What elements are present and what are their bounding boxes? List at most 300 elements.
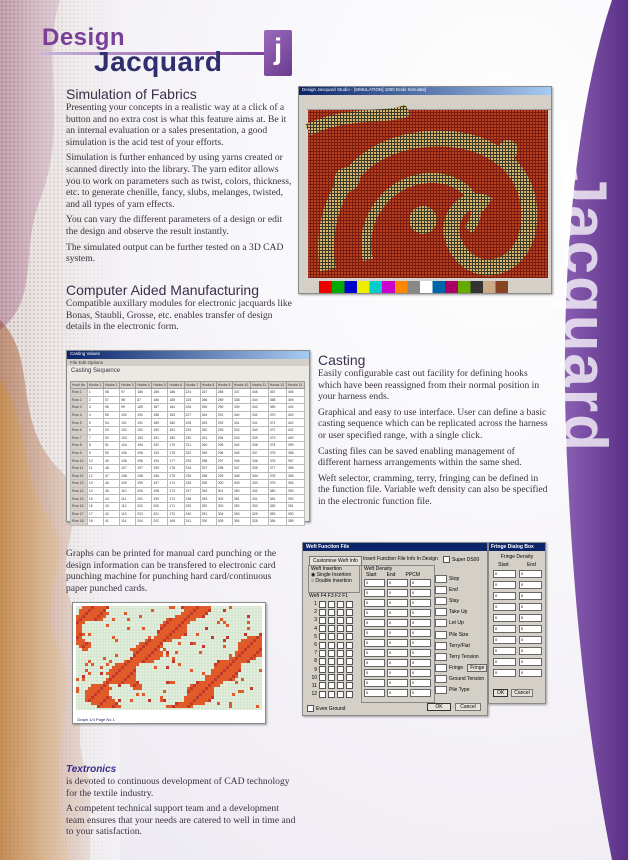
density-input[interactable]: 0 (364, 589, 385, 597)
weft-checkbox[interactable] (346, 666, 353, 673)
table-cell[interactable]: 289 (216, 396, 232, 404)
table-cell[interactable]: 193 (152, 449, 168, 457)
table-cell[interactable]: 329 (250, 510, 268, 518)
table-cell[interactable]: 199 (136, 480, 152, 488)
density-input[interactable]: 0 (387, 609, 408, 617)
table-cell[interactable]: 262 (200, 426, 216, 434)
density-input[interactable]: 0 (364, 669, 385, 677)
table-cell[interactable]: 254 (200, 487, 216, 495)
table-cell[interactable]: 13 (87, 480, 103, 488)
table-cell[interactable]: 12 (87, 472, 103, 480)
table-cell[interactable]: 332 (250, 487, 268, 495)
density-input[interactable]: 0 (387, 649, 408, 657)
table-cell[interactable]: 195 (152, 464, 168, 472)
table-cell[interactable]: 16 (87, 502, 103, 510)
weft-checkbox[interactable] (328, 674, 335, 681)
table-cell[interactable]: 226 (184, 404, 200, 412)
table-cell[interactable]: 224 (184, 389, 200, 397)
table-cell[interactable]: 169 (168, 518, 184, 526)
weft-checkbox[interactable] (346, 642, 353, 649)
density-input[interactable]: 0 (410, 619, 431, 627)
table-cell[interactable]: 201 (152, 510, 168, 518)
table-cell[interactable]: 341 (232, 419, 250, 427)
table-cell[interactable]: 342 (232, 426, 250, 434)
density-input[interactable]: 0 (364, 619, 385, 627)
table-cell[interactable]: 337 (232, 389, 250, 397)
table-cell[interactable]: 192 (136, 426, 152, 434)
table-cell[interactable]: 44 (104, 495, 120, 503)
table-cell[interactable]: 336 (250, 457, 268, 465)
fringe-input[interactable]: 0 (519, 625, 542, 633)
table-cell[interactable]: 58 (104, 389, 120, 397)
table-cell[interactable]: 45 (104, 487, 120, 495)
table-cell[interactable]: 112 (120, 502, 136, 510)
density-input[interactable]: 0 (410, 639, 431, 647)
table-cell[interactable]: 229 (184, 426, 200, 434)
table-cell[interactable]: 3 (87, 404, 103, 412)
table-cell[interactable]: 183 (168, 411, 184, 419)
function-option-input[interactable] (435, 631, 447, 639)
table-cell[interactable]: 1 (87, 389, 103, 397)
table-cell[interactable]: 292 (216, 419, 232, 427)
ok-button[interactable]: OK (427, 703, 451, 711)
table-cell[interactable]: 105 (120, 449, 136, 457)
table-cell[interactable]: 42 (104, 510, 120, 518)
table-cell[interactable]: 368 (268, 396, 286, 404)
weft-checkbox[interactable] (337, 650, 344, 657)
table-cell[interactable]: 228 (184, 419, 200, 427)
weft-checkbox[interactable] (328, 633, 335, 640)
table-cell[interactable]: 392 (286, 495, 304, 503)
table-cell[interactable]: 52 (104, 434, 120, 442)
table-cell[interactable]: 194 (152, 457, 168, 465)
weft-checkbox[interactable] (337, 658, 344, 665)
fringe-input[interactable]: 0 (519, 647, 542, 655)
weft-checkbox[interactable] (337, 642, 344, 649)
density-input[interactable]: 0 (364, 679, 385, 687)
fringe-button[interactable]: Fringe (467, 664, 487, 672)
table-cell[interactable]: 267 (200, 389, 216, 397)
weft-checkbox[interactable] (337, 601, 344, 608)
table-cell[interactable]: 197 (152, 480, 168, 488)
weft-checkbox[interactable] (337, 682, 344, 689)
table-cell[interactable]: 18 (87, 518, 103, 526)
double-insertion-radio[interactable]: ○ Double Insertion (311, 578, 352, 584)
table-cell[interactable]: 53 (104, 426, 120, 434)
fringe-input[interactable]: 0 (519, 658, 542, 666)
table-cell[interactable]: 109 (120, 480, 136, 488)
density-input[interactable]: 0 (387, 599, 408, 607)
table-cell[interactable]: 232 (184, 449, 200, 457)
table-cell[interactable]: 253 (200, 495, 216, 503)
weft-checkbox[interactable] (328, 691, 335, 698)
density-input[interactable]: 0 (410, 589, 431, 597)
fringe-input[interactable]: 0 (493, 603, 516, 611)
table-cell[interactable]: 374 (268, 442, 286, 450)
weft-checkbox[interactable] (328, 609, 335, 616)
table-cell[interactable]: 260 (200, 442, 216, 450)
table-cell[interactable]: 14 (87, 487, 103, 495)
table-cell[interactable]: 354 (232, 518, 250, 526)
weft-checkbox[interactable] (337, 633, 344, 640)
table-cell[interactable]: 4 (87, 411, 103, 419)
density-input[interactable]: 0 (410, 659, 431, 667)
table-cell[interactable]: 290 (216, 404, 232, 412)
density-input[interactable]: 0 (364, 659, 385, 667)
table-cell[interactable]: 256 (200, 472, 216, 480)
weft-checkbox[interactable] (346, 674, 353, 681)
table-cell[interactable]: 108 (120, 472, 136, 480)
table-cell[interactable]: 339 (250, 434, 268, 442)
table-cell[interactable]: 296 (216, 449, 232, 457)
fringe-input[interactable]: 0 (493, 669, 516, 677)
table-cell[interactable]: 376 (268, 457, 286, 465)
table-cell[interactable]: 196 (136, 457, 152, 465)
table-cell[interactable]: 339 (232, 404, 250, 412)
function-option-input[interactable] (435, 597, 447, 605)
table-cell[interactable]: 198 (152, 487, 168, 495)
table-cell[interactable]: 227 (184, 411, 200, 419)
table-cell[interactable]: 372 (268, 426, 286, 434)
table-cell[interactable]: 398 (286, 449, 304, 457)
weft-checkbox[interactable] (328, 617, 335, 624)
super-checkbox[interactable] (443, 556, 450, 563)
weft-checkbox[interactable] (346, 625, 353, 632)
table-cell[interactable]: 375 (268, 449, 286, 457)
table-cell[interactable]: 342 (250, 411, 268, 419)
table-cell[interactable]: 191 (152, 434, 168, 442)
weft-checkbox[interactable] (319, 691, 326, 698)
table-cell[interactable]: 345 (232, 449, 250, 457)
weft-checkbox[interactable] (319, 617, 326, 624)
table-cell[interactable]: 265 (200, 404, 216, 412)
table-cell[interactable]: 371 (268, 419, 286, 427)
table-cell[interactable]: 107 (120, 464, 136, 472)
table-cell[interactable]: 113 (120, 510, 136, 518)
table-cell[interactable]: 186 (152, 396, 168, 404)
table-cell[interactable]: 391 (286, 502, 304, 510)
table-cell[interactable]: 352 (232, 502, 250, 510)
table-cell[interactable]: 56 (104, 404, 120, 412)
table-cell[interactable]: 99 (120, 404, 136, 412)
density-input[interactable]: 0 (364, 599, 385, 607)
density-input[interactable]: 0 (387, 659, 408, 667)
table-cell[interactable]: 328 (250, 518, 268, 526)
weft-checkbox[interactable] (319, 666, 326, 673)
table-cell[interactable]: 288 (216, 389, 232, 397)
table-cell[interactable]: 294 (216, 434, 232, 442)
table-cell[interactable]: 340 (232, 411, 250, 419)
table-cell[interactable]: 399 (286, 442, 304, 450)
table-cell[interactable]: 97 (120, 389, 136, 397)
table-cell[interactable]: 197 (136, 464, 152, 472)
table-cell[interactable]: 50 (104, 449, 120, 457)
table-cell[interactable]: 404 (286, 404, 304, 412)
density-input[interactable]: 0 (387, 669, 408, 677)
table-cell[interactable]: 230 (184, 434, 200, 442)
table-cell[interactable]: 403 (286, 411, 304, 419)
table-cell[interactable]: 349 (232, 480, 250, 488)
weft-checkbox[interactable] (337, 674, 344, 681)
table-cell[interactable]: 330 (250, 502, 268, 510)
sim-color-palette[interactable] (299, 281, 551, 293)
density-input[interactable]: 0 (387, 589, 408, 597)
table-cell[interactable]: 111 (120, 495, 136, 503)
table-cell[interactable]: 202 (152, 518, 168, 526)
density-input[interactable]: 0 (387, 629, 408, 637)
function-option-input[interactable] (435, 575, 447, 583)
density-input[interactable]: 0 (364, 579, 385, 587)
table-cell[interactable]: 397 (286, 457, 304, 465)
even-ground-checkbox[interactable] (307, 705, 314, 712)
table-cell[interactable]: 239 (184, 502, 200, 510)
fringe-input[interactable]: 0 (519, 581, 542, 589)
table-cell[interactable]: 176 (168, 464, 184, 472)
table-cell[interactable]: 10 (87, 457, 103, 465)
single-insertion-radio[interactable]: ◉ Single Insertion (311, 572, 352, 578)
fringe-input[interactable]: 0 (493, 625, 516, 633)
fringe-input[interactable]: 0 (493, 570, 516, 578)
table-cell[interactable]: 190 (136, 411, 152, 419)
table-cell[interactable]: 194 (136, 442, 152, 450)
table-cell[interactable]: 370 (268, 411, 286, 419)
weft-checkbox[interactable] (319, 609, 326, 616)
table-cell[interactable]: 170 (168, 510, 184, 518)
table-cell[interactable]: 405 (286, 396, 304, 404)
fringe-input[interactable]: 0 (493, 636, 516, 644)
function-option-input[interactable] (435, 664, 447, 672)
table-cell[interactable]: 174 (168, 480, 184, 488)
table-cell[interactable]: 298 (216, 464, 232, 472)
table-cell[interactable]: 104 (120, 442, 136, 450)
table-cell[interactable]: 241 (184, 518, 200, 526)
fringe-input[interactable]: 0 (519, 592, 542, 600)
table-cell[interactable]: 236 (184, 480, 200, 488)
table-cell[interactable]: 233 (184, 457, 200, 465)
table-cell[interactable]: 338 (232, 396, 250, 404)
table-cell[interactable]: 293 (216, 426, 232, 434)
table-cell[interactable]: 199 (152, 495, 168, 503)
table-cell[interactable]: 178 (168, 449, 184, 457)
table-cell[interactable]: 198 (136, 472, 152, 480)
table-cell[interactable]: 204 (136, 518, 152, 526)
table-cell[interactable]: 9 (87, 449, 103, 457)
weft-checkbox[interactable] (328, 601, 335, 608)
fringe-input[interactable]: 0 (493, 614, 516, 622)
table-cell[interactable]: 348 (232, 472, 250, 480)
table-cell[interactable]: 203 (136, 510, 152, 518)
table-cell[interactable]: 382 (268, 502, 286, 510)
function-option-input[interactable] (435, 642, 447, 650)
table-cell[interactable]: 180 (168, 434, 184, 442)
weft-checkbox[interactable] (346, 682, 353, 689)
function-option-input[interactable] (435, 608, 447, 616)
weft-checkbox[interactable] (337, 625, 344, 632)
table-cell[interactable]: 106 (120, 457, 136, 465)
table-cell[interactable]: 173 (168, 487, 184, 495)
table-cell[interactable]: 379 (268, 480, 286, 488)
table-cell[interactable]: 177 (168, 457, 184, 465)
table-cell[interactable]: 251 (200, 510, 216, 518)
table-cell[interactable]: 114 (120, 518, 136, 526)
table-cell[interactable]: 266 (200, 396, 216, 404)
weft-checkbox[interactable] (328, 650, 335, 657)
table-cell[interactable]: 5 (87, 419, 103, 427)
even-ground-row[interactable] (307, 705, 345, 712)
table-cell[interactable]: 350 (232, 487, 250, 495)
table-cell[interactable]: 189 (152, 419, 168, 427)
table-cell[interactable]: 384 (268, 518, 286, 526)
density-input[interactable]: 0 (410, 649, 431, 657)
density-input[interactable]: 0 (364, 639, 385, 647)
table-cell[interactable]: 305 (216, 518, 232, 526)
table-cell[interactable]: 101 (120, 419, 136, 427)
function-option-input[interactable] (435, 686, 447, 694)
density-input[interactable]: 0 (364, 689, 385, 697)
table-cell[interactable]: 402 (286, 419, 304, 427)
table-cell[interactable]: 186 (168, 389, 184, 397)
cancel-button[interactable]: Cancel (455, 703, 481, 711)
weft-checkbox[interactable] (346, 633, 353, 640)
weft-checkbox[interactable] (328, 625, 335, 632)
density-input[interactable]: 0 (387, 619, 408, 627)
table-cell[interactable]: 191 (136, 419, 152, 427)
weft-checkbox[interactable] (319, 682, 326, 689)
table-cell[interactable]: 263 (200, 419, 216, 427)
table-cell[interactable]: 389 (286, 518, 304, 526)
table-cell[interactable]: 353 (232, 510, 250, 518)
weft-checkbox[interactable] (346, 691, 353, 698)
density-input[interactable]: 0 (387, 679, 408, 687)
table-cell[interactable]: 196 (152, 472, 168, 480)
table-cell[interactable]: 48 (104, 464, 120, 472)
weft-checkbox[interactable] (319, 658, 326, 665)
table-cell[interactable]: 103 (120, 434, 136, 442)
table-cell[interactable]: 340 (250, 426, 268, 434)
table-cell[interactable]: 303 (216, 502, 232, 510)
table-cell[interactable]: 295 (216, 442, 232, 450)
table-cell[interactable]: 110 (120, 487, 136, 495)
table-cell[interactable]: 238 (184, 495, 200, 503)
table-cell[interactable]: 55 (104, 411, 120, 419)
table-cell[interactable]: 344 (250, 396, 268, 404)
table-cell[interactable]: 184 (168, 404, 184, 412)
weft-checkbox[interactable] (328, 642, 335, 649)
density-input[interactable]: 0 (410, 669, 431, 677)
table-cell[interactable]: 393 (286, 487, 304, 495)
table-cell[interactable]: 49 (104, 457, 120, 465)
table-cell[interactable]: 344 (232, 442, 250, 450)
table-cell[interactable]: 192 (152, 442, 168, 450)
weft-checkbox[interactable] (337, 691, 344, 698)
weft-checkbox[interactable] (346, 658, 353, 665)
table-cell[interactable]: 179 (168, 442, 184, 450)
table-cell[interactable]: 235 (184, 472, 200, 480)
table-cell[interactable]: 237 (184, 487, 200, 495)
weft-checkbox[interactable] (328, 666, 335, 673)
table-cell[interactable]: 261 (200, 434, 216, 442)
table-cell[interactable]: 252 (200, 502, 216, 510)
table-cell[interactable]: 343 (232, 434, 250, 442)
table-cell[interactable]: 346 (232, 457, 250, 465)
density-input[interactable]: 0 (364, 649, 385, 657)
table-cell[interactable]: 337 (250, 449, 268, 457)
table-cell[interactable]: 202 (136, 502, 152, 510)
table-cell[interactable]: 258 (200, 457, 216, 465)
fringe-ok-button[interactable]: OK (493, 689, 508, 697)
table-cell[interactable]: 102 (120, 426, 136, 434)
weft-checkbox[interactable] (337, 609, 344, 616)
table-cell[interactable]: 172 (168, 495, 184, 503)
table-cell[interactable]: 334 (250, 472, 268, 480)
table-cell[interactable]: 297 (216, 457, 232, 465)
density-input[interactable]: 0 (410, 629, 431, 637)
table-cell[interactable]: 234 (184, 464, 200, 472)
table-cell[interactable]: 396 (286, 464, 304, 472)
table-cell[interactable]: 300 (216, 480, 232, 488)
table-cell[interactable]: 395 (286, 472, 304, 480)
density-input[interactable]: 0 (387, 579, 408, 587)
table-cell[interactable]: 185 (168, 396, 184, 404)
weft-checkbox[interactable] (319, 642, 326, 649)
table-cell[interactable]: 291 (216, 411, 232, 419)
table-cell[interactable]: 171 (168, 502, 184, 510)
table-cell[interactable]: 11 (87, 464, 103, 472)
density-input[interactable]: 0 (410, 579, 431, 587)
fringe-input[interactable]: 0 (493, 658, 516, 666)
weft-checkbox[interactable] (319, 601, 326, 608)
table-cell[interactable]: 87 (136, 396, 152, 404)
table-cell[interactable]: 182 (168, 419, 184, 427)
table-cell[interactable]: 345 (250, 389, 268, 397)
table-cell[interactable]: 257 (200, 464, 216, 472)
weft-checkbox[interactable] (319, 674, 326, 681)
density-input[interactable]: 0 (410, 679, 431, 687)
fringe-input[interactable]: 0 (519, 669, 542, 677)
table-cell[interactable]: 51 (104, 442, 120, 450)
table-cell[interactable]: 259 (200, 449, 216, 457)
table-cell[interactable]: 200 (152, 502, 168, 510)
table-cell[interactable]: 400 (286, 434, 304, 442)
table-cell[interactable]: 390 (286, 510, 304, 518)
table-cell[interactable]: 381 (268, 495, 286, 503)
fringe-input[interactable]: 0 (519, 603, 542, 611)
table-cell[interactable]: 406 (286, 389, 304, 397)
weft-checkbox[interactable] (346, 650, 353, 657)
casting-menu[interactable]: File Edit Options (67, 359, 309, 366)
table-cell[interactable]: 335 (250, 464, 268, 472)
table-cell[interactable]: 343 (250, 404, 268, 412)
table-cell[interactable]: 98 (120, 396, 136, 404)
function-option-input[interactable] (435, 586, 447, 594)
table-cell[interactable]: 8 (87, 442, 103, 450)
table-cell[interactable]: 190 (152, 426, 168, 434)
density-input[interactable]: 0 (410, 599, 431, 607)
super-checkbox-row[interactable] (443, 556, 479, 563)
density-input[interactable]: 0 (387, 639, 408, 647)
table-cell[interactable]: 367 (268, 389, 286, 397)
density-input[interactable]: 0 (364, 629, 385, 637)
table-cell[interactable]: 188 (152, 411, 168, 419)
table-cell[interactable]: 100 (120, 411, 136, 419)
table-cell[interactable]: 304 (216, 510, 232, 518)
table-cell[interactable]: 338 (250, 442, 268, 450)
table-cell[interactable]: 175 (168, 472, 184, 480)
function-option-input[interactable] (435, 653, 447, 661)
table-cell[interactable]: 255 (200, 480, 216, 488)
table-cell[interactable]: 195 (136, 449, 152, 457)
table-cell[interactable]: 2 (87, 396, 103, 404)
